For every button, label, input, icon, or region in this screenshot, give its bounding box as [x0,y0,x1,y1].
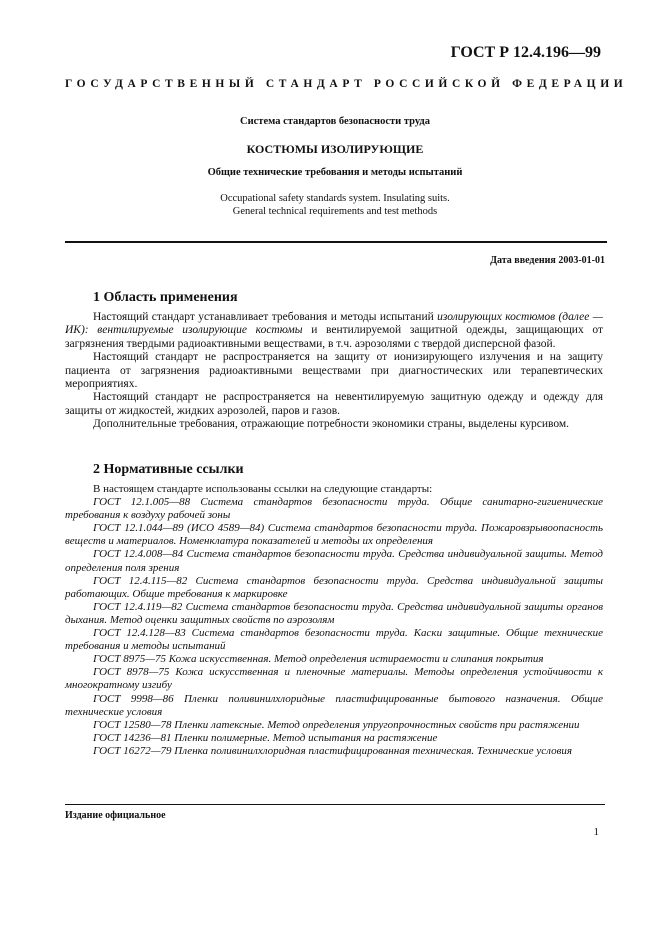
section-1-paragraph: Настоящий стандарт не распространяется на защиту от ионизирующего излучения и на защиту пациента от загрязнения радиоактивными веществами при диагностических или терапевтических мероприятиях. [65,351,603,391]
title-divider [65,241,607,243]
reference-item: ГОСТ 12.1.044—89 (ИСО 4589—84) Система стандартов безопасности труда. Пожаровзрывоопасность веществ и материалов. Номенклатура показателей и методы их определения [65,522,603,548]
standards-system-line: Система стандартов безопасности труда [240,116,430,127]
footer-divider [65,804,605,805]
state-standard-title: ГОСУДАРСТВЕННЫЙ СТАНДАРТ РОССИЙСКОЙ ФЕДЕРАЦИИ [65,78,628,90]
english-title-line-2: General technical requirements and test methods [232,206,438,217]
document-subtitle: Общие технические требования и методы испытаний [207,167,463,178]
reference-item: ГОСТ 12.4.008—84 Система стандартов безопасности труда. Средства индивидуальной защиты. Метод определения поля зрения [65,548,603,574]
reference-item: ГОСТ 16272—79 Пленка поливинилхлоридная пластифицированная техническая. Технические условия [93,744,572,757]
section-2-body [65,483,603,758]
reference-item: ГОСТ 9998—86 Пленки поливинилхлоридные пластифицированные бытового назначения. Общие технические условия [65,692,603,718]
reference-item: ГОСТ 12.1.005—88 Система стандартов безопасности труда. Общие санитарно-гигиенические требования к воздуху рабочей зоны [65,496,603,522]
section-1-paragraph [65,311,603,351]
section-1-paragraph: Дополнительные требования, отражающие потребности экономики страны, выделены курсивом. [93,418,570,431]
paragraph-text: Настоящий стандарт устанавливает требования и методы испытаний [93,311,438,323]
section-2-heading: 2 Нормативные ссылки [93,462,244,477]
paragraph-italic-text: изолирующих костюмов (далее — ИК): вентилируемые изолирующие костюмы [65,311,603,337]
paragraph-text: и вентилируемой защитной одежды, защищающих от загрязнения твердыми радиоактивными веществами, в т.ч. аэрозолями с твердой дисперсной фазой. [65,324,603,350]
document-code: ГОСТ Р 12.4.196—99 [450,44,601,61]
document-title: КОСТЮМЫ ИЗОЛИРУЮЩИЕ [246,142,424,156]
page-number: 1 [593,826,599,838]
section-1-body [65,311,603,432]
introduction-date: Дата введения 2003-01-01 [490,255,605,266]
reference-item: ГОСТ 12.4.115—82 Система стандартов безопасности труда. Средства индивидуальной защиты работающих. Общие требования к маркировке [65,574,603,600]
reference-item: ГОСТ 8975—75 Кожа искусственная. Метод определения истираемости и слипания покрытия [93,653,544,666]
reference-item: ГОСТ 12580—78 Пленки латексные. Метод определения упругопрочностных свойств при растяжении [93,718,580,731]
reference-item: ГОСТ 14236—81 Пленки полимерные. Метод испытания на растяжение [93,731,438,744]
section-1-paragraph: Настоящий стандарт не распространяется на невентилируемую защитную одежду и одежду для защиты от жидкостей, жидких аэрозолей, паров и газов. [65,391,603,417]
english-title-line-1: Occupational safety standards system. Insulating suits. [220,193,450,204]
english-title [65,192,605,218]
reference-item: ГОСТ 12.4.128—83 Система стандартов безопасности труда. Каски защитные. Общие технические требования и методы испытаний [65,627,603,653]
section-1-heading: 1 Область применения [93,290,238,305]
official-edition-label: Издание официальное [65,810,166,821]
reference-item: ГОСТ 8978—75 Кожа искусственная и пленочные материалы. Методы определения устойчивости к многократному изгибу [65,666,603,692]
reference-item: ГОСТ 12.4.119—82 Система стандартов безопасности труда. Средства индивидуальной защиты органов дыхания. Метод оценки защитных свойств по аэрозолям [65,600,603,626]
section-2-intro: В настоящем стандарте использованы ссылки на следующие стандарты: [93,483,433,495]
